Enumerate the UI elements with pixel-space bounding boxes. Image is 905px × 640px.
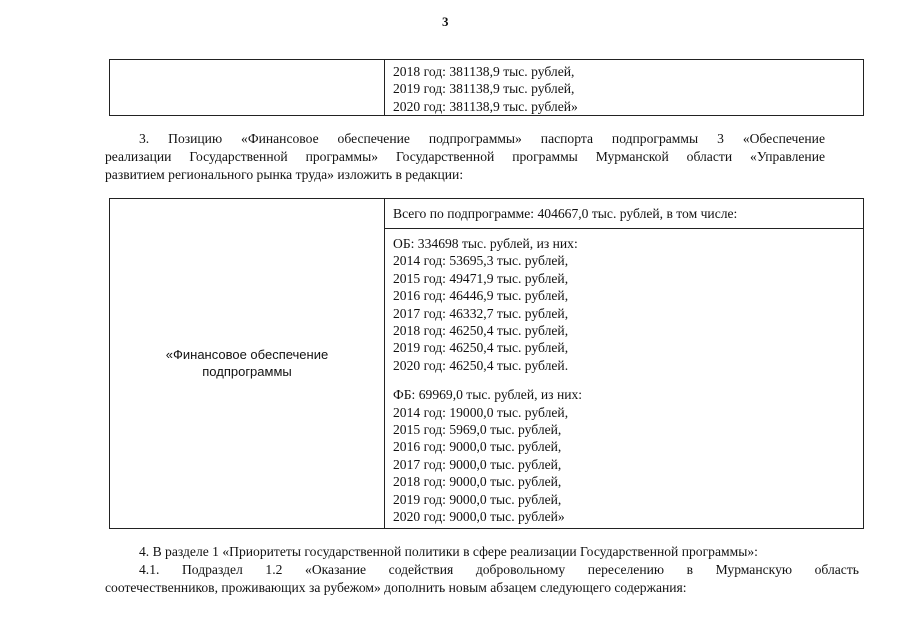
financing-label-line1: «Финансовое обеспечение <box>165 347 329 363</box>
fb-line: 2016 год: 9000,0 тыс. рублей, <box>393 439 562 455</box>
fb-block <box>385 374 863 527</box>
paragraph-3-line3: развитием регионального рынка труда» изложить в редакции: <box>105 167 464 182</box>
financing-values-cell <box>385 199 864 529</box>
paragraph-3-line2: реализации Государственной программы» Государственной программы Мурманской области «Управление <box>105 149 825 164</box>
table1-left-cell <box>110 60 385 116</box>
fb-line: ФБ: 69969,0 тыс. рублей, из них: <box>393 387 583 403</box>
ob-line: 2017 год: 46332,7 тыс. рублей, <box>393 305 569 321</box>
fb-line: 2020 год: 9000,0 тыс. рублей» <box>393 509 565 525</box>
table1-line: 2019 год: 381138,9 тыс. рублей, <box>393 81 575 97</box>
financing-label-line2: подпрограммы <box>202 364 292 380</box>
ob-line: 2020 год: 46250,4 тыс. рублей. <box>393 357 569 373</box>
fb-line: 2017 год: 9000,0 тыс. рублей, <box>393 456 562 472</box>
financing-total: Всего по подпрограмме: 404667,0 тыс. рублей, в том числе: <box>385 199 863 229</box>
table-continuation <box>109 59 864 116</box>
fb-line: 2014 год: 19000,0 тыс. рублей, <box>393 404 569 420</box>
ob-line: 2014 год: 53695,3 тыс. рублей, <box>393 253 569 269</box>
financing-table <box>109 198 864 529</box>
financing-label-cell <box>110 199 385 529</box>
paragraph-4: 4. В разделе 1 «Приоритеты государственной политики в сфере реализации Государственной программы»: <box>139 544 758 559</box>
ob-line: 2018 год: 46250,4 тыс. рублей, <box>393 323 569 339</box>
ob-line: ОБ: 334698 тыс. рублей, из них: <box>393 236 578 251</box>
table1-right-cell <box>385 60 864 116</box>
page-number: 3 <box>442 14 449 29</box>
ob-line: 2015 год: 49471,9 тыс. рублей, <box>393 270 569 286</box>
fb-line: 2018 год: 9000,0 тыс. рублей, <box>393 474 562 490</box>
table1-line: 2018 год: 381138,9 тыс. рублей, <box>393 64 575 79</box>
paragraph-3-line1: 3. Позицию «Финансовое обеспечение подпрограммы» паспорта подпрограммы 3 «Обеспечение <box>139 131 825 146</box>
ob-block <box>385 229 863 374</box>
ob-line: 2016 год: 46446,9 тыс. рублей, <box>393 288 569 304</box>
paragraph-4-1-line1: 4.1. Подраздел 1.2 «Оказание содействия добровольному переселению в Мурманскую область <box>139 562 859 577</box>
fb-line: 2019 год: 9000,0 тыс. рублей, <box>393 491 562 507</box>
table1-line: 2020 год: 381138,9 тыс. рублей» <box>393 98 578 114</box>
paragraph-4-1-line2: соотечественников, проживающих за рубежом» дополнить новым абзацем следующего содержания: <box>105 580 687 595</box>
ob-line: 2019 год: 46250,4 тыс. рублей, <box>393 340 569 356</box>
fb-line: 2015 год: 5969,0 тыс. рублей, <box>393 422 562 438</box>
